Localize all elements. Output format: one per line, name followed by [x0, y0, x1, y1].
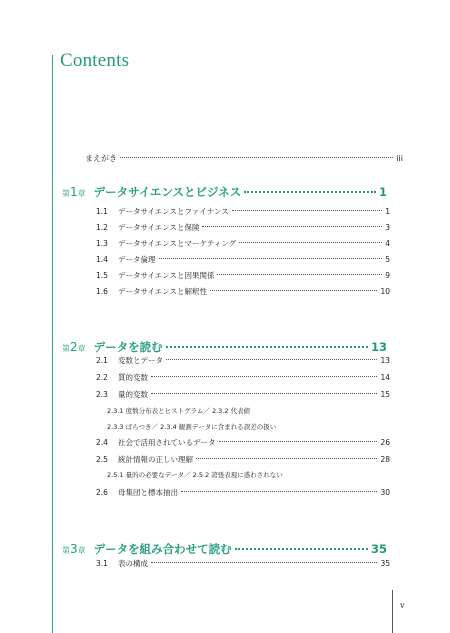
- toc-subsection[interactable]: 2.3.1 度数分布表とヒストグラム／ 2.3.2 代表値: [107, 407, 251, 415]
- toc-section[interactable]: [96, 270, 390, 281]
- section-number: 1.2: [96, 223, 108, 232]
- toc-section[interactable]: [96, 437, 390, 448]
- section-title: データサイエンスとマーケティング: [118, 239, 237, 248]
- toc-section[interactable]: [96, 372, 390, 383]
- section-title: 母集団と標本抽出: [118, 488, 178, 497]
- toc-section[interactable]: [96, 206, 390, 217]
- section-title: データサイエンスと保険: [118, 223, 200, 232]
- section-title: 統計情報の正しい理解: [118, 455, 193, 464]
- leader-dots: [181, 491, 377, 492]
- toc-section[interactable]: [96, 355, 390, 366]
- section-number: 2.6: [96, 488, 108, 497]
- section-page: 5: [385, 255, 390, 264]
- section-page: 13: [380, 356, 390, 365]
- leader-dots: [210, 290, 378, 291]
- section-number: 2.2: [96, 373, 108, 382]
- chapter-title: データを組み合わせて読む: [93, 542, 232, 556]
- chapter-page: 35: [370, 542, 387, 556]
- toc-section[interactable]: [96, 222, 390, 233]
- section-page: 15: [380, 390, 390, 399]
- toc-chapter-2[interactable]: [62, 339, 387, 355]
- section-title: 社会で活用されているデータ: [118, 438, 216, 447]
- leader-dots: [151, 562, 377, 563]
- toc-section[interactable]: [96, 389, 390, 400]
- section-number: 1.5: [96, 271, 108, 280]
- section-number: 1.1: [96, 207, 108, 216]
- leader-dots: [232, 210, 383, 211]
- section-page: 35: [380, 559, 390, 568]
- leader-dots: [239, 242, 382, 243]
- chapter-page: 13: [370, 340, 387, 354]
- section-page: 14: [380, 373, 390, 382]
- section-number: 2.3: [96, 390, 108, 399]
- leader-dots: [202, 226, 382, 227]
- left-rule: [52, 55, 53, 633]
- leader-dots: [151, 376, 377, 377]
- section-page: 10: [380, 287, 390, 296]
- section-number: 1.6: [96, 287, 108, 296]
- section-title: 変数とデータ: [118, 356, 163, 365]
- section-title: データサイエンスとファイナンス: [118, 207, 229, 216]
- leader-dots: [120, 157, 393, 158]
- leader-dots: [244, 191, 376, 193]
- toc-section[interactable]: [96, 487, 390, 498]
- section-page: 28: [380, 455, 390, 464]
- toc-preface[interactable]: [85, 153, 403, 164]
- toc-section[interactable]: [96, 454, 390, 465]
- section-page: 30: [380, 488, 390, 497]
- toc-chapter-3[interactable]: [62, 541, 387, 557]
- section-number: 2.4: [96, 438, 108, 447]
- chapter-title: データサイエンスとビジネス: [93, 185, 242, 199]
- section-number: 1.4: [96, 255, 108, 264]
- section-title: 表の構成: [118, 559, 148, 568]
- leader-dots: [166, 359, 377, 360]
- section-page: 3: [385, 223, 390, 232]
- section-number: 2.5: [96, 455, 108, 464]
- leader-dots: [166, 346, 368, 348]
- leader-dots: [235, 548, 368, 550]
- right-rule: [392, 590, 393, 633]
- leader-dots: [219, 441, 378, 442]
- toc-subsection[interactable]: 2.5.1 量的の必要なデータ／ 2.5.2 誇張表現に惑わされない: [107, 471, 283, 479]
- section-title: データ倫理: [118, 255, 156, 264]
- leader-dots: [159, 258, 383, 259]
- toc-section[interactable]: [96, 254, 390, 265]
- chapter-number: 第3章: [62, 542, 86, 556]
- chapter-page: 1: [378, 185, 387, 199]
- leader-dots: [217, 274, 382, 275]
- preface-page: iii: [396, 154, 403, 163]
- section-title: データサイエンスと解釈性: [118, 287, 207, 296]
- toc-chapter-1[interactable]: [62, 184, 387, 200]
- leader-dots: [196, 458, 377, 459]
- page-title: Contents: [60, 50, 130, 71]
- section-page: 1: [385, 207, 390, 216]
- section-number: 3.1: [96, 559, 108, 568]
- chapter-title: データを読む: [93, 340, 163, 354]
- toc-subsection[interactable]: 2.3.3 ばらつき／ 2.3.4 観測データに含まれる誤差の扱い: [107, 423, 277, 431]
- preface-label: まえがき: [85, 154, 117, 163]
- section-number: 2.1: [96, 356, 108, 365]
- section-page: 9: [385, 271, 390, 280]
- section-title: 量的変数: [118, 390, 148, 399]
- chapter-number: 第1章: [62, 185, 86, 199]
- toc-section[interactable]: [96, 238, 390, 249]
- section-number: 1.3: [96, 239, 108, 248]
- section-page: 4: [385, 239, 390, 248]
- toc-section[interactable]: [96, 558, 390, 569]
- toc-section[interactable]: [96, 286, 390, 297]
- section-page: 26: [380, 438, 390, 447]
- page-number: v: [400, 600, 405, 610]
- section-title: 質的変数: [118, 373, 148, 382]
- section-title: データサイエンスと因果関係: [118, 271, 215, 280]
- chapter-number: 第2章: [62, 340, 86, 354]
- leader-dots: [151, 393, 377, 394]
